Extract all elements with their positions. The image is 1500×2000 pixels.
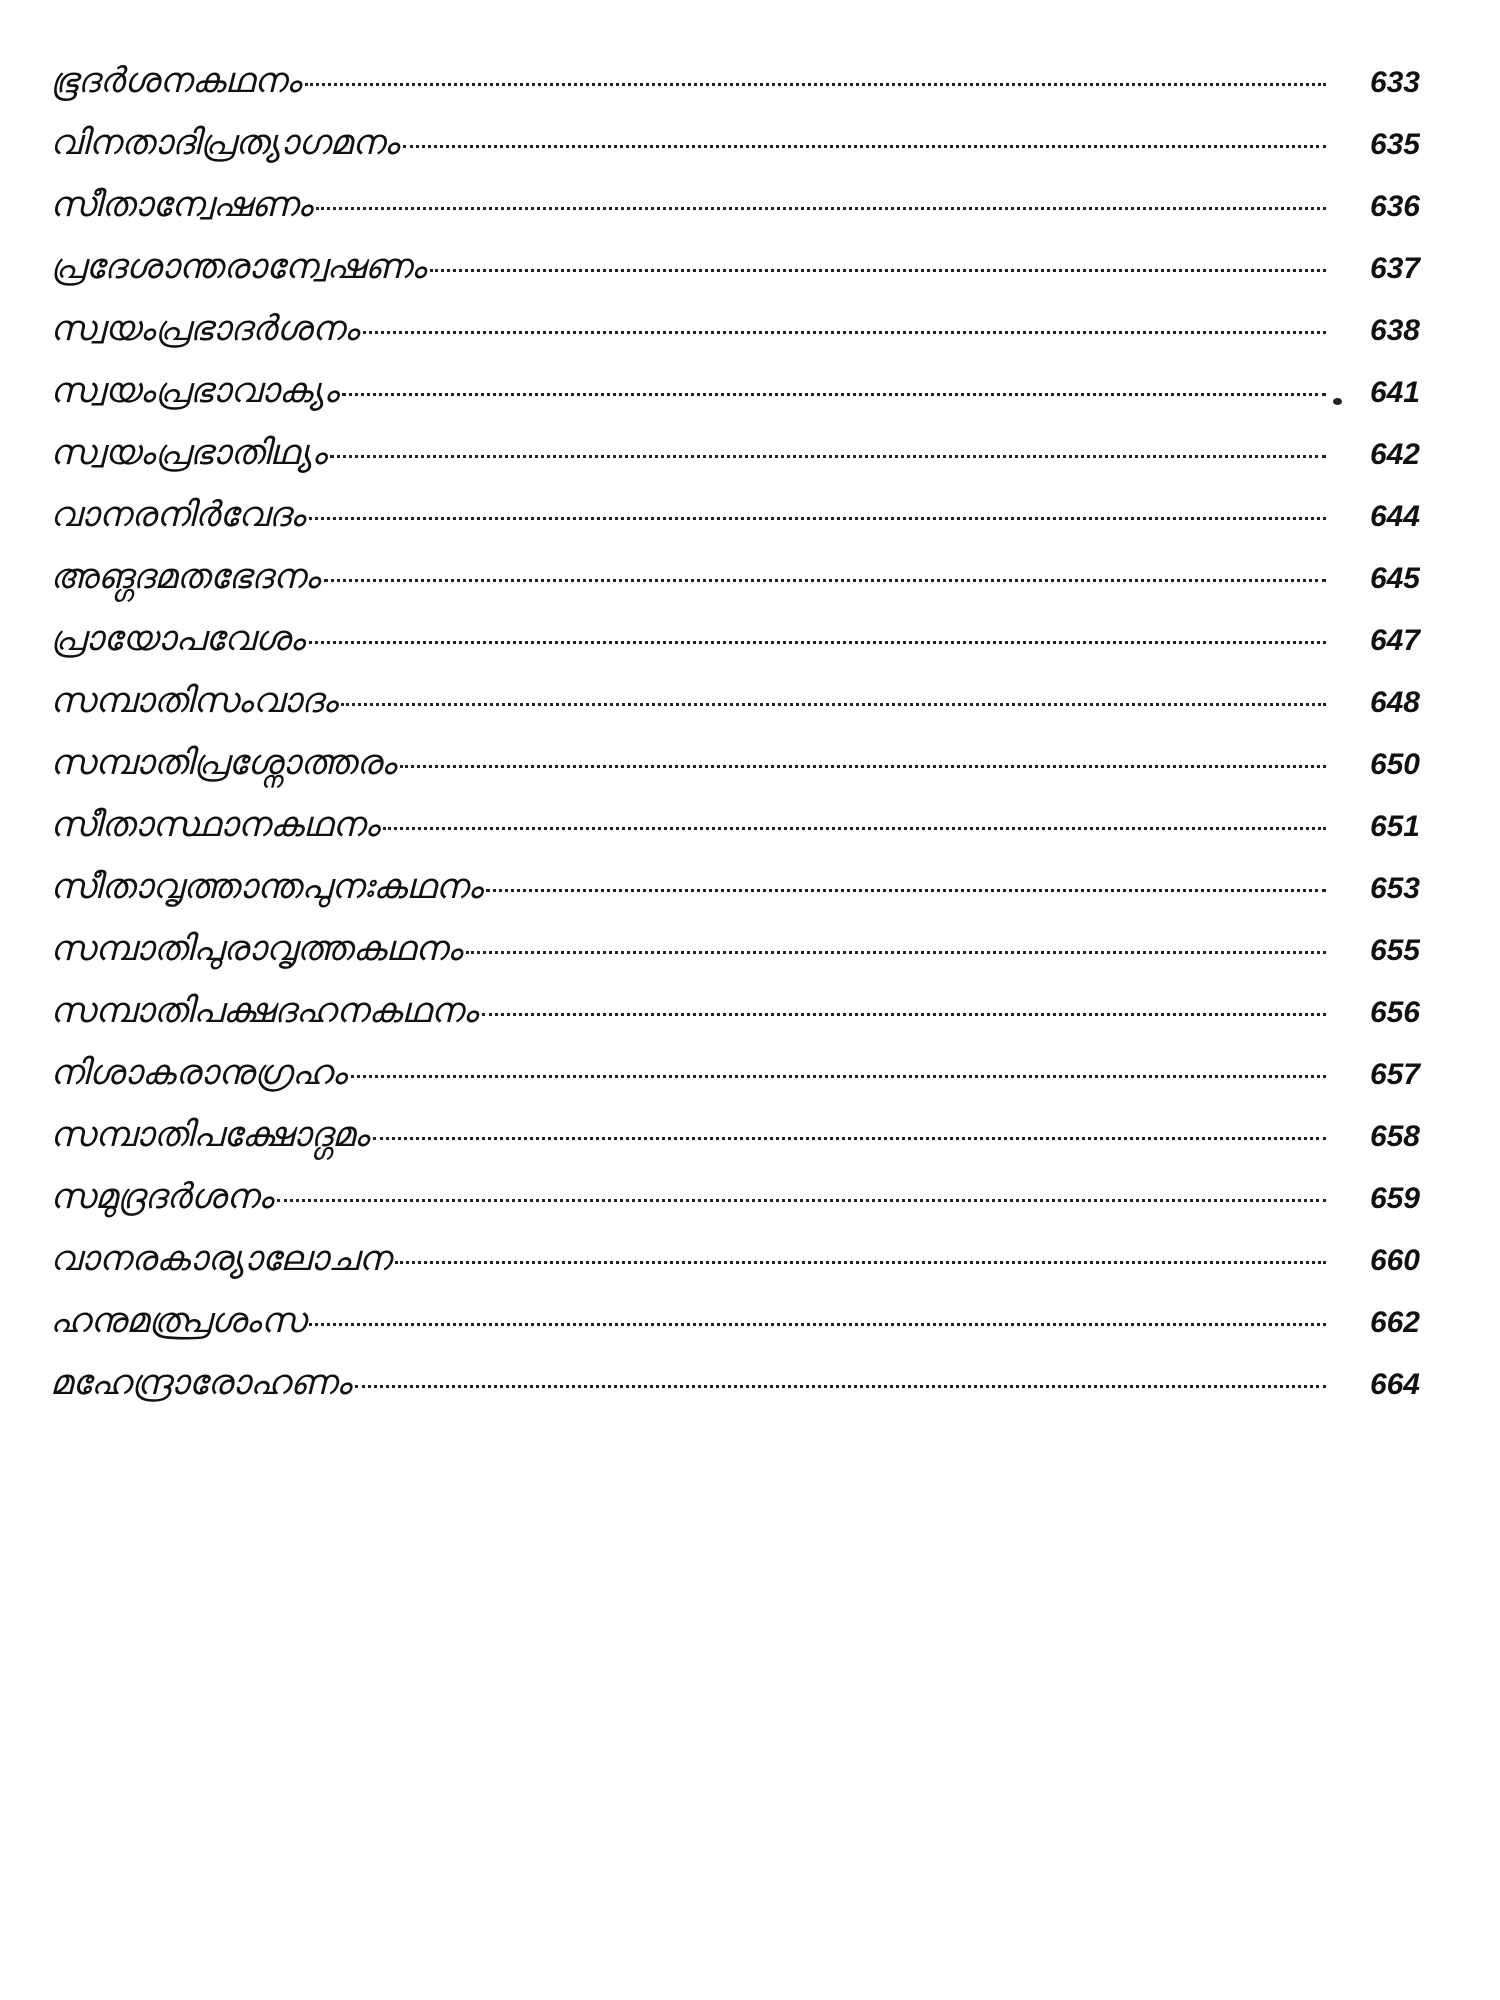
dot-leader xyxy=(351,1075,1326,1078)
toc-entry xyxy=(50,980,1430,1042)
toc-entry-page-number: 642 xyxy=(1369,438,1420,471)
toc-entry-title: നിശാകരാനുഗ്രഹം xyxy=(50,1053,347,1093)
toc-entry-title: സമ്പാതിപക്ഷദഹനകഥനം xyxy=(50,991,478,1031)
toc-entry-page-number: 651 xyxy=(1369,810,1420,843)
toc-entry-title: സമ്പാതിസംവാദം xyxy=(50,681,338,721)
toc-entry-title: വാനരകാര്യാലോചന xyxy=(50,1239,391,1279)
toc-entry-page-number: 659 xyxy=(1369,1182,1420,1215)
toc-entry-title: സീതാവൃത്താന്തപുനഃകഥനം xyxy=(50,867,483,907)
dot-leader xyxy=(400,765,1326,768)
toc-entry-page-number: 637 xyxy=(1369,252,1420,285)
dot-leader xyxy=(486,889,1326,892)
toc-entry xyxy=(50,794,1430,856)
toc-entry xyxy=(50,422,1430,484)
toc-entry xyxy=(50,236,1430,298)
dot-leader xyxy=(373,1137,1326,1140)
print-speck xyxy=(1333,398,1342,405)
dot-leader xyxy=(383,827,1326,830)
table-of-contents xyxy=(50,50,1430,1414)
dot-leader xyxy=(309,641,1326,644)
toc-entry-page-number: 638 xyxy=(1369,314,1420,347)
toc-entry xyxy=(50,360,1430,422)
toc-entry-page-number: 657 xyxy=(1369,1058,1420,1091)
toc-entry-title: സീതാസ്ഥാനകഥനം xyxy=(50,805,380,845)
toc-entry xyxy=(50,856,1430,918)
toc-entry-page-number: 655 xyxy=(1369,934,1420,967)
dot-leader xyxy=(363,331,1326,334)
toc-entry-page-number: 658 xyxy=(1369,1120,1420,1153)
dot-leader xyxy=(342,393,1326,396)
dot-leader xyxy=(430,269,1326,272)
toc-entry xyxy=(50,112,1430,174)
toc-entry xyxy=(50,918,1430,980)
toc-entry-title: പ്രദേശാന്തരാന്വേഷണം xyxy=(50,247,426,287)
dot-leader xyxy=(466,951,1326,954)
toc-entry xyxy=(50,174,1430,236)
toc-entry-page-number: 662 xyxy=(1369,1306,1420,1339)
toc-entry xyxy=(50,732,1430,794)
toc-entry-title: സീതാന്വേഷണം xyxy=(50,185,313,225)
toc-entry-title: അങ്ഗദമതഭേദനം xyxy=(50,557,320,597)
dot-leader xyxy=(305,83,1326,86)
toc-entry-title: വിനതാദിപ്രത്യാഗമനം xyxy=(50,123,399,163)
toc-entry-title: സ്വയംപ്രഭാവാക്യം xyxy=(50,371,339,411)
toc-entry xyxy=(50,1290,1430,1352)
toc-entry-title: ഹനുമത്പ്രശംസ xyxy=(50,1301,306,1341)
toc-entry xyxy=(50,608,1430,670)
toc-entry-title: സ്വയംപ്രഭാതിഥ്യം xyxy=(50,433,327,473)
toc-entry xyxy=(50,1166,1430,1228)
dot-leader xyxy=(403,145,1326,148)
dot-leader xyxy=(482,1013,1326,1016)
toc-entry-page-number: 650 xyxy=(1369,748,1420,781)
toc-entry-page-number: 635 xyxy=(1369,128,1420,161)
toc-entry xyxy=(50,1352,1430,1414)
toc-entry-title: സമുദ്രദർശനം xyxy=(50,1177,274,1217)
dot-leader xyxy=(330,455,1326,458)
toc-entry-title: പ്രായോപവേശം xyxy=(50,619,305,659)
toc-entry-page-number: 645 xyxy=(1369,562,1420,595)
toc-entry-page-number: 644 xyxy=(1369,500,1420,533)
toc-entry-title: സമ്പാതിപക്ഷോദ്ഗമം xyxy=(50,1115,369,1155)
toc-entry-page-number: 636 xyxy=(1369,190,1420,223)
toc-entry-page-number: 641 xyxy=(1369,376,1420,409)
toc-entry xyxy=(50,1228,1430,1290)
toc-entry xyxy=(50,50,1430,112)
toc-entry-title: സ്വയംപ്രഭാദർശനം xyxy=(50,309,359,349)
toc-entry-page-number: 660 xyxy=(1369,1244,1420,1277)
toc-entry xyxy=(50,670,1430,732)
dot-leader xyxy=(316,207,1326,210)
toc-entry-page-number: 633 xyxy=(1369,66,1420,99)
toc-entry xyxy=(50,484,1430,546)
toc-entry xyxy=(50,298,1430,360)
toc-entry-page-number: 664 xyxy=(1369,1368,1420,1401)
dot-leader xyxy=(355,1385,1326,1388)
toc-entry-title: സമ്പാതിപ്രശ്നോത്തരം xyxy=(50,743,396,783)
toc-entry-page-number: 648 xyxy=(1369,686,1420,719)
dot-leader xyxy=(324,579,1326,582)
toc-entry-title: സമ്പാതിപുരാവൃത്തകഥനം xyxy=(50,929,462,969)
toc-entry-title: മഹേന്ദ്രാരോഹണം xyxy=(50,1363,352,1403)
toc-entry xyxy=(50,1104,1430,1166)
toc-entry-title: വാനരനിർവേദം xyxy=(50,495,305,535)
toc-entry xyxy=(50,546,1430,608)
dot-leader xyxy=(309,1323,1326,1326)
dot-leader xyxy=(395,1261,1326,1264)
toc-entry-title: ഭൂദർശനകഥനം xyxy=(50,61,301,101)
dot-leader xyxy=(277,1199,1326,1202)
toc-entry-page-number: 647 xyxy=(1369,624,1420,657)
dot-leader xyxy=(309,517,1326,520)
toc-entry xyxy=(50,1042,1430,1104)
toc-entry-page-number: 656 xyxy=(1369,996,1420,1029)
toc-entry-page-number: 653 xyxy=(1369,872,1420,905)
dot-leader xyxy=(341,703,1326,706)
